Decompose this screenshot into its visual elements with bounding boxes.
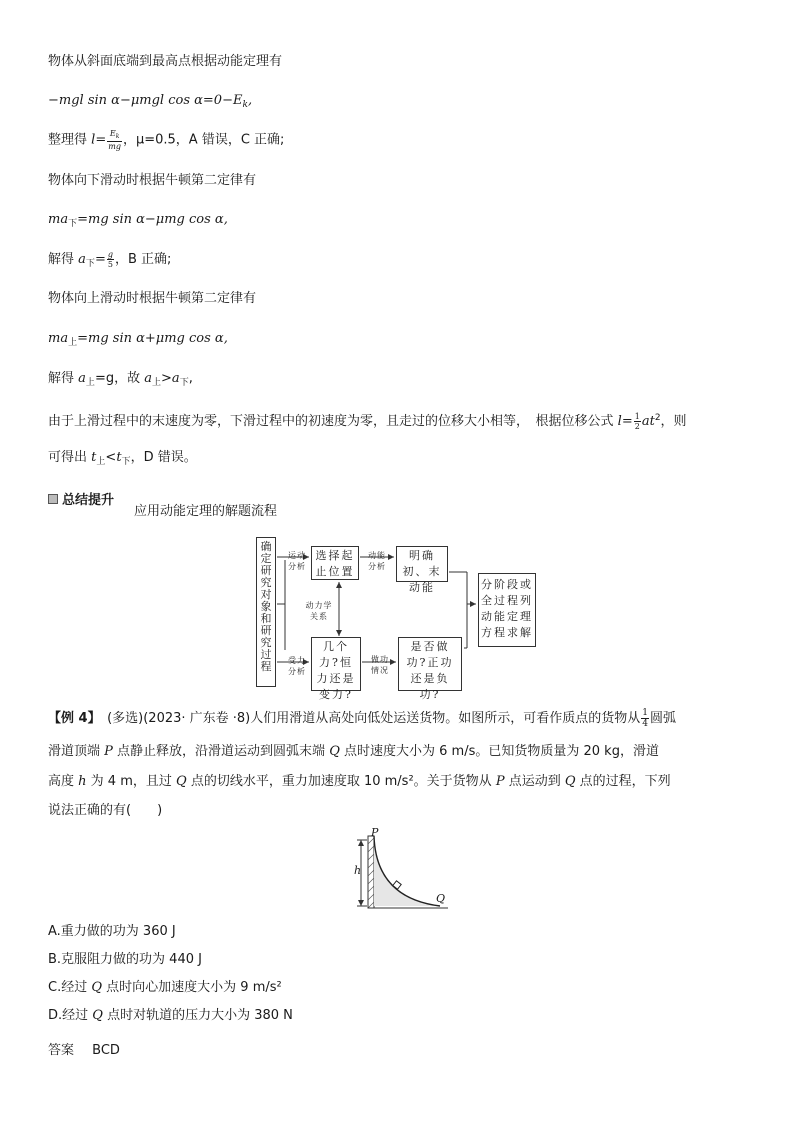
example-line-2	[48, 743, 748, 761]
text: 物体从斜面底端到最高点根据动能定理有	[48, 54, 283, 69]
den: 5	[107, 260, 113, 269]
den: 4	[642, 719, 648, 729]
text: 可得出	[48, 450, 88, 465]
arrowhead	[358, 900, 364, 906]
eq: =	[94, 252, 106, 267]
num: E	[109, 129, 116, 138]
box-kinetic-energy	[396, 546, 448, 594]
box-forces-text: 几个力?恒力还是变力?	[316, 640, 356, 701]
var-Q: Q	[91, 980, 103, 995]
text: 点的过程，下列	[579, 774, 671, 789]
label-P: P	[371, 826, 379, 839]
text: 解得	[48, 252, 75, 267]
option-c-post: 点时向心加速度大小为 9 m/s²	[106, 980, 282, 995]
var-Q: Q	[329, 744, 340, 759]
fraction-quarter	[641, 708, 649, 729]
text: 整理得	[48, 132, 88, 148]
eq: =	[621, 414, 633, 429]
summary-title-text: 总结提升	[62, 493, 115, 508]
box-work	[398, 637, 462, 701]
example-tag: 【例 4】	[48, 711, 95, 726]
label-Q: Q	[436, 892, 446, 905]
text: 点的切线水平，重力加速度取 10 m/s²。关于货物从	[190, 774, 492, 789]
text: ，μ=0.5，A 错误，C 正确;	[122, 132, 285, 148]
text: 为 4 m，且过	[90, 774, 172, 789]
var-t: t	[91, 450, 97, 465]
option-d-pre: D.经过	[48, 1008, 89, 1023]
label-motion	[285, 550, 309, 572]
num-sub: k	[115, 133, 120, 140]
text: ma	[48, 212, 69, 227]
punct: ,	[188, 371, 193, 386]
num: 1	[634, 412, 640, 421]
arrowhead	[358, 840, 364, 846]
example-line-4	[48, 802, 748, 820]
subscript: 上	[152, 378, 162, 388]
var-l: l	[91, 132, 96, 148]
text: 点时速度大小为 6 m/s。已知货物质量为 20 kg，滑道	[344, 744, 659, 759]
superscript: 2	[654, 413, 661, 423]
subscript: 上	[96, 457, 106, 467]
var-h: h	[78, 774, 87, 789]
subscript: k	[242, 100, 248, 110]
text: =mg sin α−μmg cos α,	[77, 212, 228, 227]
var-P: P	[104, 744, 113, 759]
subscript: 下	[179, 378, 189, 388]
var-a: a	[171, 371, 180, 386]
text: ，D 错误。	[130, 450, 197, 465]
answer-label: 答案	[48, 1043, 75, 1058]
subscript: 下	[85, 259, 95, 269]
var-a: a	[78, 252, 86, 267]
var-Q: Q	[564, 774, 576, 789]
text: ，则	[660, 414, 687, 429]
label-energy	[365, 550, 389, 572]
example-line-3	[48, 773, 748, 791]
subscript: 下	[121, 457, 131, 467]
option-c-pre: C.经过	[48, 980, 88, 995]
example-text: (多选)(2023· 广东卷 ·8)人们用滑道从高处向低处运送货物。如图所示，可看作质点的货物从	[94, 711, 641, 726]
var-a: a	[144, 371, 152, 386]
var-a: a	[78, 371, 86, 386]
box-kinetic-energy-text: 明确初、末动能	[402, 549, 442, 594]
label-dynamics	[301, 600, 337, 622]
text: 物体向下滑动时根据牛顿第二定律有	[48, 173, 257, 188]
at: at	[641, 414, 655, 429]
num: g	[107, 250, 113, 259]
option-d-post: 点时对轨道的压力大小为 380 N	[107, 1008, 293, 1023]
text: 由于上滑过程中的末速度为零，下滑过程中的初速度为零，且走过的位移大小相等， 根据位移公式	[48, 414, 614, 429]
label-energy-text: 动能分析	[368, 551, 386, 571]
label-work-text: 做功情况	[371, 655, 389, 675]
equation-text: −mgl sin α−μmgl cos α=0−E	[48, 93, 243, 108]
text: 点静止释放，沿滑道运动到圆弧末端	[117, 744, 326, 759]
den: 2	[634, 422, 640, 431]
answer	[48, 1042, 120, 1060]
label-dynamics-text: 动力学关系	[305, 601, 333, 621]
var-l: l	[617, 414, 622, 429]
box-solve-text: 分阶段或全过程列动能定理方程求解	[481, 578, 533, 639]
option-b	[48, 951, 202, 969]
option-c	[48, 979, 282, 997]
var-P: P	[495, 774, 505, 789]
answer-value: BCD	[92, 1043, 120, 1058]
arrowhead	[336, 582, 342, 588]
option-a	[48, 923, 176, 941]
box-research-object	[256, 537, 276, 687]
label-force-text: 受力分析	[288, 656, 306, 676]
option-a-text: A.重力做的功为 360 J	[48, 924, 176, 939]
label-h: h	[354, 864, 362, 877]
summary-subtitle: 应用动能定理的解题流程	[134, 504, 278, 519]
subscript: 上	[85, 378, 95, 388]
box-select-position	[311, 546, 359, 580]
text: =mg sin α+μmg cos α,	[77, 331, 228, 346]
option-d	[48, 1007, 293, 1025]
example-line-1	[48, 708, 748, 729]
text: 高度	[48, 774, 75, 789]
num: 1	[642, 708, 648, 718]
text: ma	[48, 331, 69, 346]
box-solve	[478, 573, 536, 647]
den: mg	[108, 142, 121, 151]
box-research-object-text: 确定研究对象和研究过程	[260, 540, 272, 673]
lt: <	[105, 450, 117, 465]
var-t: t	[116, 450, 122, 465]
example-text: 圆弧	[650, 711, 677, 726]
text: 点运动到	[508, 774, 561, 789]
label-motion-text: 运动分析	[288, 551, 306, 571]
box-select-position-text: 选择起止位置	[315, 549, 355, 578]
box-work-text: 是否做功?正功还是负功?	[406, 640, 454, 701]
text: =g，故	[94, 371, 141, 386]
punct: ,	[247, 93, 253, 108]
text: ，B 正确;	[114, 252, 172, 267]
arrowhead	[470, 601, 476, 607]
label-work	[368, 654, 392, 676]
option-b-text: B.克服阻力做的功为 440 J	[48, 952, 202, 967]
text: 说法正确的有( )	[48, 803, 163, 818]
subscript: 下	[68, 219, 78, 229]
box-forces	[311, 637, 361, 701]
var-Q: Q	[176, 774, 187, 789]
var-Q: Q	[92, 1008, 103, 1023]
text: 滑道顶端	[48, 744, 101, 759]
text: 物体向上滑动时根据牛顿第二定律有	[48, 291, 257, 306]
arrowhead	[336, 630, 342, 636]
label-force	[285, 655, 309, 677]
text: 解得	[48, 371, 75, 386]
gt: >	[161, 371, 172, 386]
subscript: 上	[68, 338, 78, 348]
eq: =	[95, 132, 107, 148]
